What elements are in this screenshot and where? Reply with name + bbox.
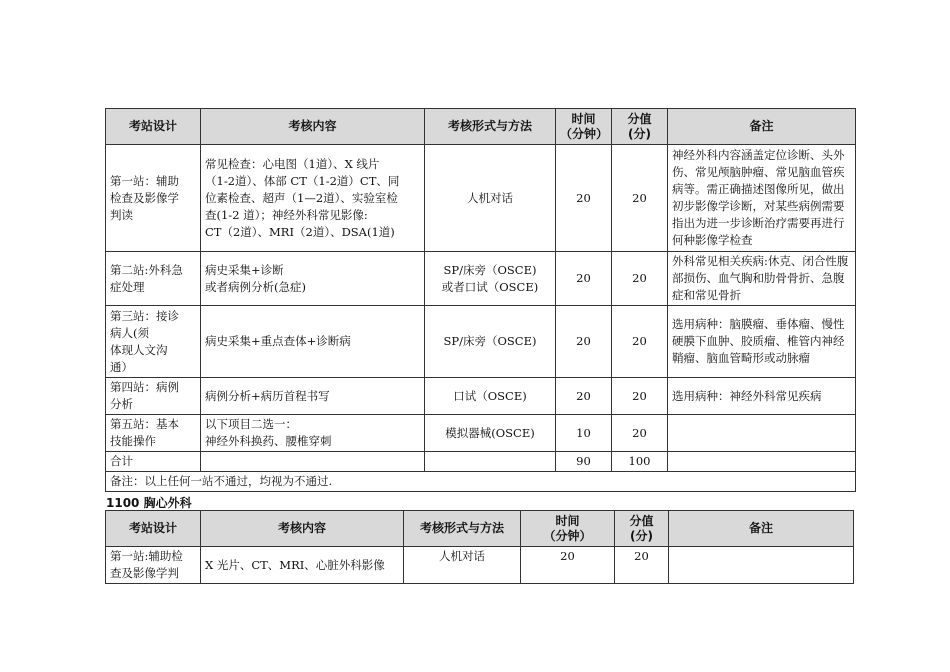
table-row [106, 378, 856, 415]
header-station: 考站设计 [106, 109, 201, 145]
header-station: 考站设计 [106, 511, 201, 547]
remark-cell: 选用病种：脑膜瘤、垂体瘤、慢性硬膜下血肿、胶质瘤、椎管内神经鞘瘤、脑血管畸形或动脉瘤 [668, 306, 856, 378]
total-method-empty [425, 452, 556, 472]
station-cell: 第一站:辅助检 查及影像学判 [106, 547, 201, 584]
table-header-row [106, 511, 854, 547]
total-score: 100 [612, 452, 668, 472]
remark-cell: 选用病种：神经外科常见疾病 [668, 378, 856, 415]
section-heading: 1100 胸心外科 [106, 496, 192, 510]
cardiothoracic-exam-table [105, 510, 854, 584]
method-cell: 口试（OSCE) [425, 378, 556, 415]
score-cell: 20 [612, 378, 668, 415]
total-label: 合计 [106, 452, 201, 472]
score-cell: 20 [615, 547, 669, 584]
method-cell: SP/床旁（OSCE) 或者口试（OSCE) [425, 252, 556, 306]
header-score: 分值 (分) [612, 109, 668, 145]
header-content: 考核内容 [201, 511, 404, 547]
header-method: 考核形式与方法 [404, 511, 521, 547]
total-time: 90 [556, 452, 612, 472]
time-cell: 20 [521, 547, 615, 584]
remark-cell [669, 547, 854, 584]
time-cell: 20 [556, 145, 612, 252]
table-row [106, 145, 856, 252]
station-cell: 第五站：基本 技能操作 [106, 415, 201, 452]
neurosurgery-exam-table [105, 108, 856, 492]
time-cell: 20 [556, 252, 612, 306]
header-remark: 备注 [668, 109, 856, 145]
station-cell: 第一站：辅助 检查及影像学 判读 [106, 145, 201, 252]
header-remark: 备注 [669, 511, 854, 547]
table-row [106, 415, 856, 452]
method-cell: 模拟器械(OSCE) [425, 415, 556, 452]
station-cell: 第四站：病例 分析 [106, 378, 201, 415]
content-cell: 以下项目二选一： 神经外科换药、腰椎穿刺 [201, 415, 425, 452]
total-remark-empty [668, 452, 856, 472]
header-time: 时间 （分钟） [556, 109, 612, 145]
table-header-row [106, 109, 856, 145]
score-cell: 20 [612, 415, 668, 452]
table-row [106, 252, 856, 306]
score-cell: 20 [612, 306, 668, 378]
table-row [106, 306, 856, 378]
content-cell: 常见检查：心电图（1道）、X 线片 （1-2道）、体部 CT（1-2道）CT、同 位素检查、超声（1—2道）、实验室检 查(1-2 道）；神经外科常见影像: CT（2道）、MRI（2道）、DSA(1道) [201, 145, 425, 252]
score-cell: 20 [612, 252, 668, 306]
note-row [106, 472, 856, 492]
method-cell: 人机对话 [404, 547, 521, 584]
content-cell: 病史采集+重点查体+诊断病 [201, 306, 425, 378]
score-cell: 20 [612, 145, 668, 252]
remark-cell: 神经外科内容涵盖定位诊断、头外伤、常见颅脑肿瘤、常见脑血管疾病等。需正确描述图像所见，做出初步影像学诊断，对某些病例需要指出为进一步诊断治疗需要再进行何种影像学检查 [668, 145, 856, 252]
header-score: 分值 (分) [615, 511, 669, 547]
content-cell: 病史采集+诊断 或者病例分析(急症) [201, 252, 425, 306]
station-cell: 第二站:外科急 症处理 [106, 252, 201, 306]
table-note: 备注：以上任何一站不通过，均视为不通过. [106, 472, 856, 492]
method-cell: SP/床旁（OSCE) [425, 306, 556, 378]
header-method: 考核形式与方法 [425, 109, 556, 145]
remark-cell [668, 415, 856, 452]
table-row [106, 547, 854, 584]
header-time: 时间 （分钟） [521, 511, 615, 547]
time-cell: 20 [556, 378, 612, 415]
method-cell: 人机对话 [425, 145, 556, 252]
content-cell: 病例分析+病历首程书写 [201, 378, 425, 415]
time-cell: 20 [556, 306, 612, 378]
total-row [106, 452, 856, 472]
content-cell: X 光片、CT、MRI、心脏外科影像 [201, 547, 404, 584]
station-cell: 第三站：接诊 病人(须 体现人文沟 通） [106, 306, 201, 378]
total-content-empty [201, 452, 425, 472]
remark-cell: 外科常见相关疾病:休克、闭合性腹部损伤、血气胸和肋骨骨折、急腹症和常见骨折 [668, 252, 856, 306]
document-page [105, 108, 855, 511]
time-cell: 10 [556, 415, 612, 452]
cardiothoracic-exam-section [105, 510, 853, 584]
header-content: 考核内容 [201, 109, 425, 145]
